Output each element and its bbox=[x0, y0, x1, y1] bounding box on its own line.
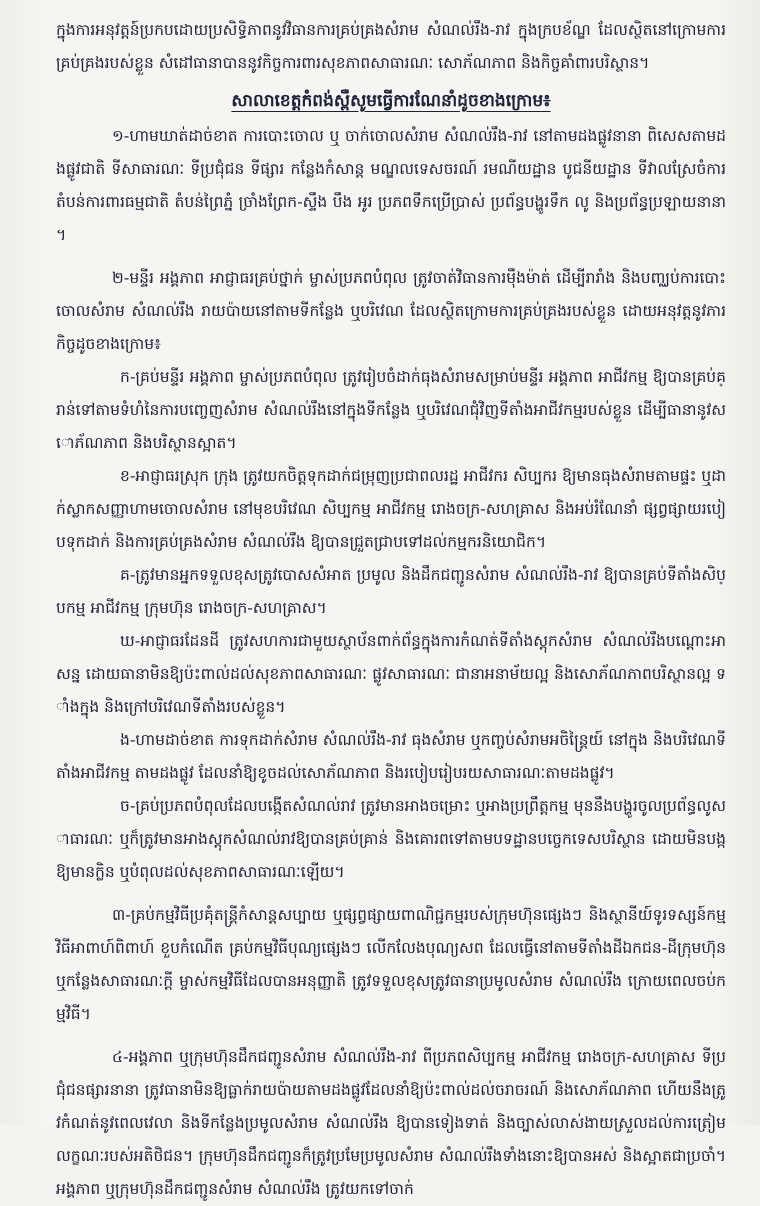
item-2d-paragraph: ឃ-អាជ្ញាធរដែនដី ត្រូវសហការជាមួយស្ថាប័នពាក់ព័ន្ធក្នុងការកំណត់ទីតាំងស្តុកសំរាម សំណល់រឹងបណ្តោះអាសន្ន ដោយធានាមិនឱ្យប៉ះពាល់ដល់សុខភាពសាធារណៈ ផ្លូវសាធារណៈ ជានាអនាម័យល្អ និងសោភ័ណភាពបរិស្ថានល្អ ទាំងក្នុង និងក្រៅបរិវេណទីតាំងរបស់ខ្លួន។ bbox=[56, 632, 726, 716]
item-2-paragraph: ២-មន្ទីរ អង្គភាព អាជ្ញាធរគ្រប់ថ្នាក់ ម្ចាស់ប្រភពបំពុល ត្រូវចាត់វិធានការម៉ឺងម៉ាត់ ដើម្បីរារាំង និងបញ្ឈប់ការបោះចោលសំរាម សំណល់រឹង រាយប៉ាយនៅតាមទីកន្លែង ឬបរិវេណ ដែលស្ថិតក្រោមការគ្រប់គ្រងរបស់ខ្លួន ដោយអនុវត្តនូវភារកិច្ចដូចខាងក្រោម៖ bbox=[56, 269, 726, 353]
item-2b-paragraph: ខ-អាជ្ញាធរស្រុក ក្រុង ត្រូវយកចិត្តទុកដាក់ជម្រុញប្រជាពលរដ្ឋ អាជីវករ សិប្បករ ឱ្យមានធុងសំរាមតាមផ្ទះ ឬដាក់ស្លាកសញ្ញាហាមចោលសំរាម នៅមុខបរិវេណ សិប្បកម្ម អាជីវកម្ម រោងចក្រ-សហគ្រាស និងអប់រំណែនាំ ផ្សព្វផ្សាយរបៀបទុកដាក់ និងការគ្រប់គ្រងសំរាម សំណល់រឹង ឱ្យបានជ្រួតជ្រាបទៅដល់កម្មករនិយោជិក។ bbox=[56, 467, 726, 551]
item-2c-paragraph: គ-ត្រូវមានអ្នកទទួលខុសត្រូវបោសសំអាត ប្រមូល និងដឹកជញ្ជូនសំរាម សំណល់រឹង-រាវ ឱ្យបានគ្រប់ទីតាំងសិប្បកម្ម អាជីវកម្ម ក្រុមហ៊ុន រោងចក្រ-សហគ្រាស។ bbox=[56, 566, 726, 617]
section-heading: សាលាខេត្តកំពង់ស្ពឺសូមធ្វើការណែនាំដូចខាងក្រោម៖ bbox=[231, 91, 551, 111]
item-2a-paragraph: ក-គ្រប់មន្ទីរ អង្គភាព ម្ចាស់ប្រភពបំពុល ត្រូវរៀបចំដាក់ធុងសំរាមសម្រាប់មន្ទីរ អង្គភាព អាជីវកម្ម ឱ្យបានគ្រប់គ្រាន់ទៅតាមទំហំនៃការបញ្ចេញសំរាម សំណល់រឹងនៅក្នុងទីកន្លែង ឬបរិវេណជុំវិញទីតាំងអាជីវកម្មរបស់ខ្លួន ដើម្បីធានានូវសោភ័ណភាព និងបរិស្ថានស្អាត។ bbox=[56, 368, 726, 452]
item-4-paragraph: ៤-អង្គភាព ឬក្រុមហ៊ុនដឹកជញ្ជូនសំរាម សំណល់រឹង-រាវ ពីប្រភពសិប្បកម្ម អាជីវកម្ម រោងចក្រ-សហគ្រាស ទីប្រជុំជនផ្សារនានា ត្រូវធានាមិនឱ្យធ្លាក់រាយប៉ាយតាមដងផ្លូវដែលនាំឱ្យប៉ះពាល់ដល់ចរាចរណ៍ និងសោភ័ណភាព ហើយនឹងត្រូវកំណត់នូវពេលវេលា និងទីកន្លែងប្រមូលសំរាម សំណល់រឹង ឱ្យបានទៀងទាត់ និងច្បាស់លាស់ងាយស្រួលដល់ការត្រៀមលក្ខណៈរបស់អតិថិជន។ ក្រុមហ៊ុនដឹកជញ្ជូនក៏ត្រូវប្រមែប្រមូលសំរាម សំណល់រឹងទាំងនោះឱ្យបានអស់ និងស្អាតជាប្រចាំ។ អង្គភាព ឬក្រុមហ៊ុនដឹកជញ្ជូនសំរាម សំណល់រឹង ត្រូវយកទៅចាក់ bbox=[56, 1048, 726, 1198]
item-1-paragraph: ១-ហាមឃាត់ដាច់ខាត ការបោះចោល ឬ ចាក់ចោលសំរាម សំណល់រឹង-រាវ នៅតាមដងផ្លូវនានា ពិសេសតាមដងផ្លូវជាតិ ទីសាធារណៈ ទីប្រជុំជន ទីផ្សារ កន្លែងកំសាន្ត មណ្ឌលទេសចរណ៍ រមណីយដ្ឋាន បូជនីយដ្ឋាន ទីវាលស្រែចំការ តំបន់ការពារធម្មជាតិ តំបន់ព្រៃភ្នំ ច្រាំងព្រែក-ស្ទឹង បឹង អូរ ប្រភពទឹកប្រើប្រាស់ ប្រព័ន្ធបង្ហូរទឹក លូ និងប្រព័ន្ធប្រឡាយនានា។ bbox=[56, 127, 726, 244]
intro-paragraph: ក្នុងការអនុវត្តន៍ប្រកបដោយប្រសិទ្ធិភាពនូវវិធានការគ្រប់គ្រងសំរាម សំណល់រឹង-រាវ ក្នុងក្របខ័ណ្ឌ ដែលស្ថិតនៅក្រោមការគ្រប់គ្រងរបស់ខ្លួន សំដៅធានាបាននូវកិច្ចការពារសុខភាពសាធារណៈ សោភ័ណភាព និងកិច្ចគាំពារបរិស្ថាន។ bbox=[56, 21, 726, 72]
item-2e-paragraph: ង-ហាមដាច់ខាត ការទុកដាក់សំរាម សំណល់រឹង-រាវ ធុងសំរាម ឬកញ្ចប់សំរាមអចិន្ត្រៃយ៍ នៅក្នុង និងបរិវេណទីតាំងអាជីវកម្ម តាមដងផ្លូវ ដែលនាំឱ្យខូចដល់សោភ័ណភាព និងរបៀបរៀបរយសាធារណៈតាមដងផ្លូវ។ bbox=[56, 731, 726, 782]
item-2f-paragraph: ច-គ្រប់ប្រភពបំពុលដែលបង្កើតសំណល់រាវ ត្រូវមានអាងចម្រោះ ឬអាងប្រព្រឹត្តកម្ម មុននឹងបង្ហូរចូលប្រព័ន្ធលូសាធារណៈ ឬក៏ត្រូវមានអាងស្តុកសំណល់រាវឱ្យបានគ្រប់គ្រាន់ និងគោរពទៅតាមបទដ្ឋានបច្ចេកទេសបរិស្ថាន ដោយមិនបង្កឱ្យមានក្លិន ឬបំពុលដល់សុខភាពសាធារណៈឡើយ។ bbox=[56, 797, 726, 881]
item-3-paragraph: ៣-គ្រប់កម្មវិធីប្រគុំតន្ត្រីកំសាន្តសប្បាយ ឬផ្សព្វផ្សាយពាណិជ្ជកម្មរបស់ក្រុមហ៊ុនផ្សេងៗ និងស្ថានីយ៍ទូរទស្សន៍កម្មវិធីអាពាហ៍ពិពាហ៍ ខួបកំណើត គ្រប់កម្មវិធីបុណ្យផ្សេងៗ លើកលែងបុណ្យសព ដែលធ្វើនៅតាមទីតាំងដីឯកជន-ដីក្រុមហ៊ុន ឬកន្លែងសាធារណៈក្តី ម្ចាស់កម្មវិធីដែលបានអនុញ្ញាតិ ត្រូវទទួលខុសត្រូវធានាប្រមូលសំរាម សំណល់រឹង ក្រោយពេលចប់កម្មវិធី។ bbox=[56, 906, 726, 1023]
